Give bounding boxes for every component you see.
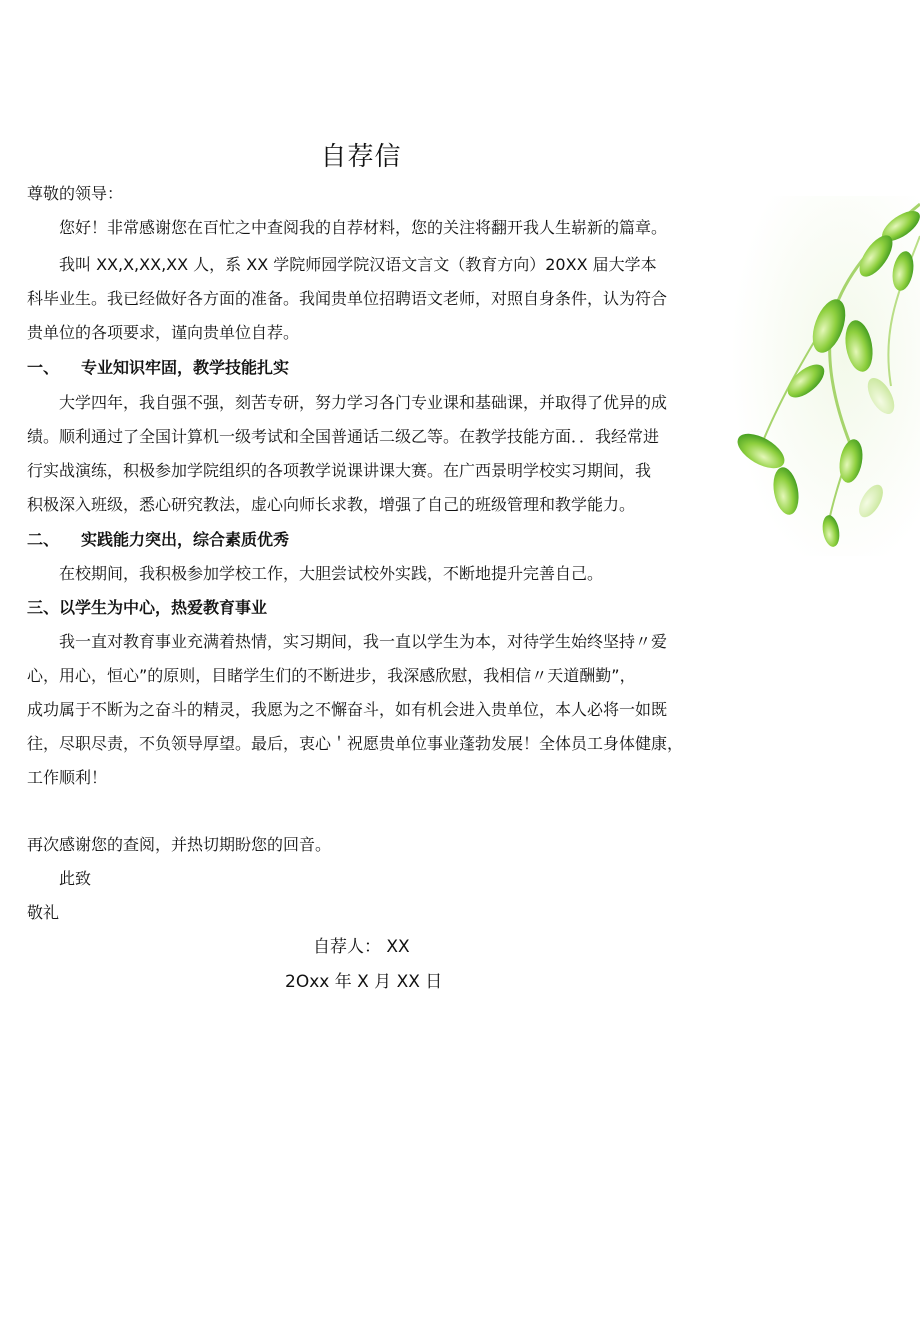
salutation: 尊敬的领导： (27, 184, 124, 203)
intro-paragraph-2-line: 贵单位的各项要求，谨向贵单位自荐。 (27, 323, 300, 342)
intro-paragraph-2-line: 科毕业生。我已经做好各方面的准备。我闻贵单位招聘语文老师，对照自身条件，认为符合 (27, 289, 668, 308)
closing-jingli: 敬礼 (27, 903, 60, 922)
leaf-decoration-image (731, 196, 920, 556)
section-3-line: 成功属于不断为之奋斗的精灵，我愿为之不懈奋斗，如有机会进入贵单位，本人必将一如既 (27, 700, 668, 719)
section-2-number: 二、 (27, 530, 60, 549)
section-1-number: 一、 (27, 358, 60, 377)
signature-name: 自荐人： XX (313, 937, 410, 957)
section-1-line: 大学四年，我自强不强，刻苦专研，努力学习各门专业课和基础课，并取得了优异的成 (59, 393, 668, 412)
section-2-line: 在校期间，我积极参加学校工作，大胆尝试校外实践，不断地提升完善自己。 (59, 564, 604, 583)
intro-paragraph-2-line: 我叫 XX,X,XX,XX 人，系 XX 学院师园学院汉语文言文（教育方向）20XX 届大学本 (59, 255, 657, 274)
leaf-background (731, 196, 920, 556)
closing-cizhi: 此致 (59, 869, 92, 888)
signature-date: 2Oxx 年 X 月 XX 日 (285, 972, 443, 992)
section-2-heading (27, 530, 289, 550)
section-1-heading (27, 358, 289, 378)
section-3-heading: 三、以学生为中心，热爱教育事业 (27, 598, 268, 617)
closing-thanks: 再次感谢您的查阅，并热切期盼您的回音。 (27, 835, 332, 854)
section-3-line: 工作顺利！ (27, 768, 108, 787)
page-title: 自荐信 (320, 142, 402, 172)
section-1-title: 专业知识牢固，教学技能扎实 (81, 358, 290, 377)
section-1-line: 绩。顺利通过了全国计算机一级考试和全国普通话二级乙等。在教学技能方面．．我经常进 (27, 427, 660, 446)
section-3-line: 往，尽职尽责，不负领导厚望。最后，衷心＇祝愿贵单位事业蓬勃发展！全体员工身体健康， (27, 734, 684, 753)
section-3-line: 我一直对教育事业充满着热情，实习期间，我一直以学生为本，对待学生始终坚持〃爱 (59, 632, 668, 651)
section-1-line: 积极深入班级，悉心研究教法，虚心向师长求教，增强了自己的班级管理和教学能力。 (27, 495, 636, 514)
section-1-line: 行实战演练，积极参加学院组织的各项教学说课讲课大赛。在广西景明学校实习期间，我 (27, 461, 652, 480)
section-2-title: 实践能力突出，综合素质优秀 (81, 530, 290, 549)
section-3-line: 心，用心，恒心”的原则，目睹学生们的不断进步，我深感欣慰，我相信〃天道酬勤”， (27, 666, 636, 685)
intro-paragraph-1: 您好！非常感谢您在百忙之中查阅我的自荐材料，您的关注将翻开我人生崭新的篇章。 (59, 218, 668, 237)
